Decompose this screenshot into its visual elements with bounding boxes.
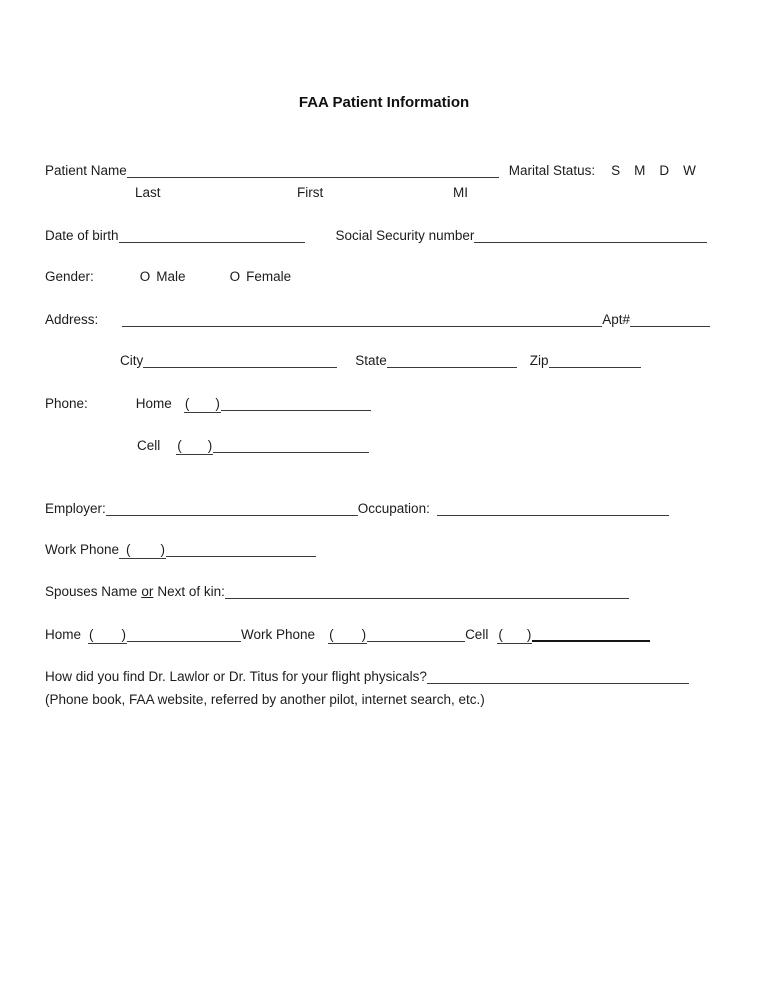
spouse-home-label: Home [45,627,82,642]
city-label: City [120,353,144,368]
close-paren: ) [526,627,532,642]
middle-initial-sublabel: MI [453,185,468,200]
last-name-sublabel: Last [135,185,161,200]
marital-option-widowed[interactable]: W [683,163,696,178]
work-phone-blank[interactable] [166,546,316,557]
female-label: Female [246,269,292,284]
address-row [45,311,710,328]
spouse-cell-blank[interactable] [532,630,650,642]
state-blank[interactable] [387,357,517,368]
spouse-name-blank[interactable] [225,588,629,599]
male-label: Male [156,269,186,284]
employer-row [45,500,669,517]
spouse-work-label: Work Phone [241,627,316,642]
referral-blank[interactable] [427,673,689,684]
page-title: FAA Patient Information [298,94,470,111]
marital-option-married[interactable]: M [634,163,646,178]
work-area-code-field[interactable] [119,541,166,559]
female-radio[interactable]: O [229,269,241,284]
patient-name-label: Patient Name [45,163,127,178]
zip-label: Zip [529,353,549,368]
close-paren: ) [207,438,213,453]
spouse-home-blank[interactable] [127,631,241,642]
close-paren: ) [121,627,127,642]
dob-ssn-row [45,227,707,244]
male-radio[interactable]: O [139,269,151,284]
marital-option-divorced[interactable]: D [659,163,670,178]
cell-area-code-field[interactable] [176,437,213,455]
gender-row [45,268,291,285]
close-paren: ) [361,627,367,642]
open-paren: ( [184,396,190,411]
state-label: State [355,353,387,368]
open-paren: ( [89,627,94,642]
address-label: Address: [45,312,99,327]
spouse-label-prefix: Spouses Name [45,584,138,599]
ssn-blank[interactable] [474,232,707,243]
open-paren: ( [498,627,503,642]
home-phone-row [45,395,371,413]
work-phone-row [45,541,316,559]
cell-phone-label: Cell [137,438,161,453]
spouse-label-or: or [141,584,154,599]
close-paren: ) [160,542,166,557]
apt-blank[interactable] [630,316,710,327]
spouse-cell-area-field[interactable] [497,626,532,644]
spouse-contact-row [45,626,650,644]
referral-note-label: (Phone book, FAA website, referred by another pilot, internet search, etc.) [45,692,485,707]
ssn-label: Social Security number [335,228,475,243]
occupation-blank[interactable] [437,505,669,516]
gender-label: Gender: [45,269,94,284]
dob-blank[interactable] [119,232,305,243]
address-blank[interactable] [122,316,602,327]
city-blank[interactable] [143,357,337,368]
employer-label: Employer: [45,501,106,516]
open-paren: ( [126,542,131,557]
spouse-home-area-field[interactable] [88,626,127,644]
spouse-work-area-field[interactable] [328,626,367,644]
cell-phone-blank[interactable] [213,442,369,453]
open-paren: ( [329,627,334,642]
spouse-label-suffix: Next of kin: [157,584,225,599]
cell-phone-row [137,437,369,455]
city-state-zip-row [120,352,641,369]
referral-question-label: How did you find Dr. Lawlor or Dr. Titus for your flight physicals? [45,669,427,684]
patient-name-blank[interactable] [127,167,499,178]
home-phone-label: Home [135,396,172,411]
home-area-code-field[interactable] [184,395,221,413]
marital-option-single[interactable]: S [611,163,621,178]
first-name-sublabel: First [297,185,324,200]
close-paren: ) [215,396,220,411]
marital-status-label: Marital Status: [508,163,596,178]
occupation-label: Occupation: [357,501,430,516]
patient-name-row [45,162,696,179]
phone-label: Phone: [45,396,88,411]
spouse-work-blank[interactable] [367,631,465,642]
home-phone-blank[interactable] [221,400,371,411]
work-phone-label: Work Phone [45,542,120,557]
open-paren: ( [177,438,182,453]
employer-blank[interactable] [106,505,358,516]
referral-note-row [45,691,485,708]
apt-label: Apt# [602,312,631,327]
spouse-row [45,583,629,600]
dob-label: Date of birth [45,228,119,243]
zip-blank[interactable] [549,357,641,368]
referral-question-row [45,668,689,685]
spouse-cell-label: Cell [465,627,489,642]
